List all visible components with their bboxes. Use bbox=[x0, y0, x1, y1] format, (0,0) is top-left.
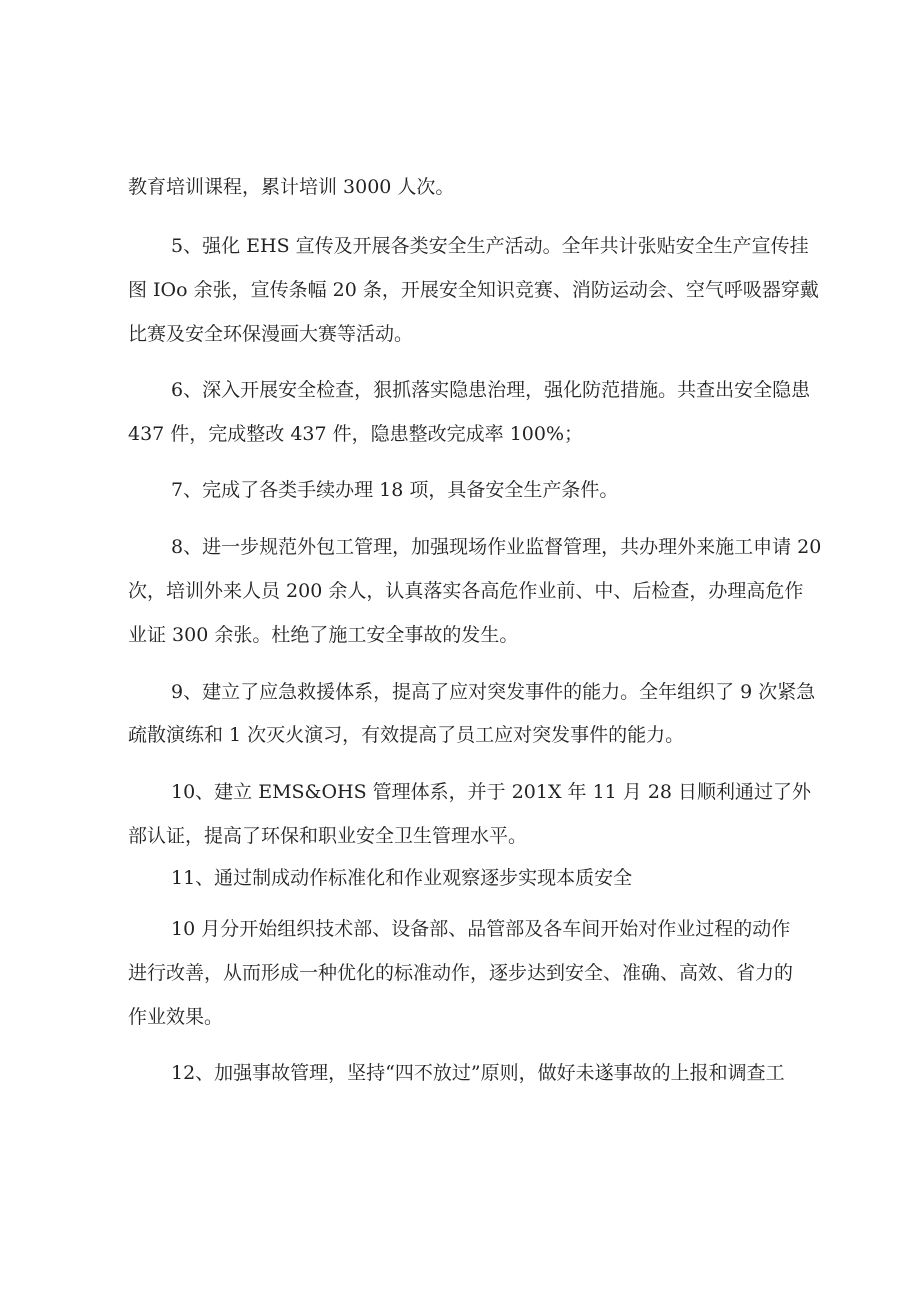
text-line: 部认证，提高了环保和职业安全卫生管理水平。 bbox=[128, 825, 528, 847]
text-line: 5、强化 EHS 宣传及开展各类安全生产活动。全年共计张贴安全生产宣传挂 bbox=[171, 235, 809, 257]
text-line: 6、深入开展安全检查，狠抓落实隐患治理，强化防范措施。共查出安全隐患 bbox=[171, 379, 811, 401]
text-line: 次，培训外来人员 200 余人，认真落实各高危作业前、中、后检查，办理高危作 bbox=[128, 580, 804, 602]
text-line: 7、完成了各类手续办理 18 项，具备安全生产条件。 bbox=[171, 479, 619, 501]
text-line: 11、通过制成动作标准化和作业观察逐步实现本质安全 bbox=[171, 867, 633, 889]
text-line: 业证 300 余张。杜绝了施工安全事故的发生。 bbox=[128, 624, 519, 646]
text-line: 图 IOo 余张，宣传条幅 20 条，开展安全知识竞赛、消防运动会、空气呼吸器穿戴 bbox=[128, 279, 819, 301]
text-line: 10、建立 EMS&OHS 管理体系，并于 201X 年 11 月 28 日顺利通过了外 bbox=[171, 781, 812, 803]
text-line: 9、建立了应急救援体系，提高了应对突发事件的能力。全年组织了 9 次紧急 bbox=[171, 681, 816, 703]
text-line: 教育培训课程，累计培训 3000 人次。 bbox=[128, 176, 455, 198]
text-line: 437 件，完成整改 437 件，隐患整改完成率 100%； bbox=[128, 423, 584, 445]
text-line: 12、加强事故管理，坚持“四不放过”原则，做好未遂事故的上报和调查工 bbox=[171, 1062, 785, 1084]
text-line: 比赛及安全环保漫画大赛等活动。 bbox=[128, 323, 414, 345]
text-line: 作业效果。 bbox=[128, 1006, 224, 1028]
text-line: 8、进一步规范外包工管理，加强现场作业监督管理，共办理外来施工申请 20 bbox=[171, 536, 822, 558]
text-line: 10 月分开始组织技术部、设备部、品管部及各车间开始对作业过程的动作 bbox=[171, 918, 791, 940]
text-line: 进行改善，从而形成一种优化的标准动作，逐步达到安全、准确、高效、省力的 bbox=[128, 962, 794, 984]
text-line: 疏散演练和 1 次灭火演习，有效提高了员工应对突发事件的能力。 bbox=[128, 724, 685, 746]
